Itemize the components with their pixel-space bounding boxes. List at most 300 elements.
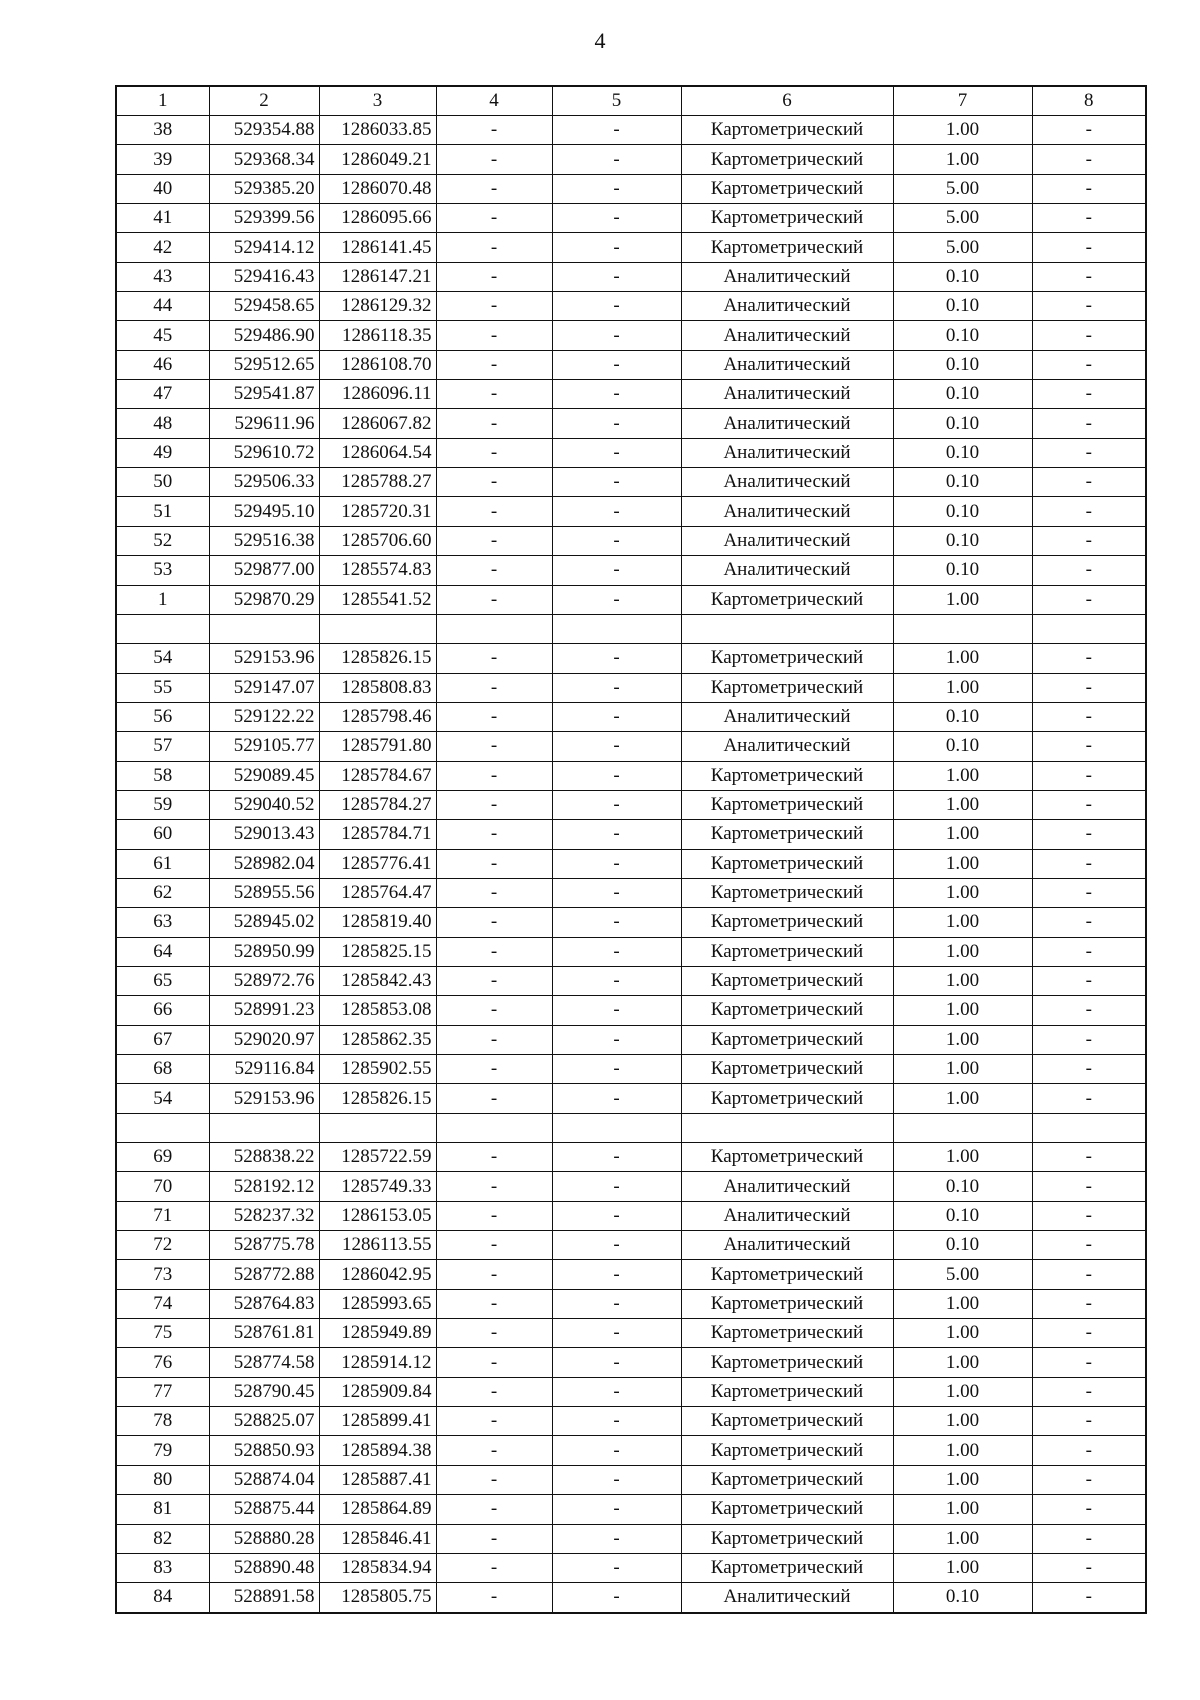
table-row <box>116 262 1146 291</box>
column-5-cell: - <box>552 556 681 585</box>
table-row <box>116 790 1146 819</box>
column-5-cell: - <box>552 438 681 467</box>
y-coordinate-cell: 1285825.15 <box>319 937 436 966</box>
table-row <box>116 849 1146 878</box>
accuracy-cell: 1.00 <box>893 1465 1032 1494</box>
accuracy-cell: 0.10 <box>893 1231 1032 1260</box>
table-row <box>116 1407 1146 1436</box>
column-8-cell: - <box>1032 1436 1146 1465</box>
method-cell: Картометрический <box>681 966 893 995</box>
column-5-cell: - <box>552 732 681 761</box>
column-8-cell: - <box>1032 116 1146 145</box>
y-coordinate-cell: 1285949.89 <box>319 1319 436 1348</box>
point-number-cell: 83 <box>116 1553 209 1582</box>
column-5-cell: - <box>552 1348 681 1377</box>
method-cell: Картометрический <box>681 1377 893 1406</box>
table-row <box>116 1495 1146 1524</box>
column-8-cell: - <box>1032 1583 1146 1613</box>
column-header: 2 <box>209 86 319 116</box>
column-5-cell: - <box>552 966 681 995</box>
column-5-cell: - <box>552 350 681 379</box>
x-coordinate-cell: 528991.23 <box>209 996 319 1025</box>
y-coordinate-cell: 1285764.47 <box>319 878 436 907</box>
column-8-cell: - <box>1032 1143 1146 1172</box>
point-number-cell: 69 <box>116 1143 209 1172</box>
table-row <box>116 644 1146 673</box>
accuracy-cell: 0.10 <box>893 292 1032 321</box>
table-row <box>116 1201 1146 1230</box>
method-cell: Картометрический <box>681 1025 893 1054</box>
column-4-cell: - <box>436 585 552 614</box>
column-4-cell: - <box>436 1583 552 1613</box>
column-header: 3 <box>319 86 436 116</box>
column-8-cell: - <box>1032 1524 1146 1553</box>
point-number-cell: 57 <box>116 732 209 761</box>
point-number-cell <box>116 614 209 643</box>
column-8-cell: - <box>1032 1319 1146 1348</box>
table-row <box>116 908 1146 937</box>
x-coordinate-cell: 529611.96 <box>209 409 319 438</box>
table-row <box>116 732 1146 761</box>
x-coordinate-cell: 529153.96 <box>209 644 319 673</box>
column-4-cell: - <box>436 468 552 497</box>
accuracy-cell: 0.10 <box>893 380 1032 409</box>
table-row <box>116 1143 1146 1172</box>
method-cell: Аналитический <box>681 497 893 526</box>
column-header: 8 <box>1032 86 1146 116</box>
column-8-cell: - <box>1032 1553 1146 1582</box>
point-number-cell: 81 <box>116 1495 209 1524</box>
column-5-cell: - <box>552 497 681 526</box>
accuracy-cell: 1.00 <box>893 1377 1032 1406</box>
x-coordinate-cell: 529870.29 <box>209 585 319 614</box>
table-body <box>116 116 1146 1613</box>
method-cell: Аналитический <box>681 350 893 379</box>
x-coordinate-cell: 528825.07 <box>209 1407 319 1436</box>
x-coordinate-cell: 529122.22 <box>209 702 319 731</box>
method-cell: Картометрический <box>681 996 893 1025</box>
point-number-cell: 75 <box>116 1319 209 1348</box>
column-4-cell: - <box>436 174 552 203</box>
point-number-cell: 76 <box>116 1348 209 1377</box>
point-number-cell: 62 <box>116 878 209 907</box>
column-4-cell: - <box>436 1495 552 1524</box>
column-8-cell: - <box>1032 1231 1146 1260</box>
column-5-cell: - <box>552 937 681 966</box>
y-coordinate-cell: 1285798.46 <box>319 702 436 731</box>
table-row <box>116 820 1146 849</box>
x-coordinate-cell: 528875.44 <box>209 1495 319 1524</box>
method-cell: Картометрический <box>681 937 893 966</box>
y-coordinate-cell: 1285853.08 <box>319 996 436 1025</box>
column-5-cell: - <box>552 673 681 702</box>
y-coordinate-cell: 1285887.41 <box>319 1465 436 1494</box>
method-cell: Картометрический <box>681 1084 893 1113</box>
point-number-cell: 78 <box>116 1407 209 1436</box>
x-coordinate-cell: 528982.04 <box>209 849 319 878</box>
column-4-cell: - <box>436 702 552 731</box>
accuracy-cell: 1.00 <box>893 1319 1032 1348</box>
x-coordinate-cell: 528772.88 <box>209 1260 319 1289</box>
column-4-cell: - <box>436 204 552 233</box>
x-coordinate-cell: 528890.48 <box>209 1553 319 1582</box>
y-coordinate-cell: 1286064.54 <box>319 438 436 467</box>
column-5-cell: - <box>552 996 681 1025</box>
x-coordinate-cell <box>209 614 319 643</box>
method-cell: Аналитический <box>681 1201 893 1230</box>
column-4-cell: - <box>436 673 552 702</box>
x-coordinate-cell: 528775.78 <box>209 1231 319 1260</box>
accuracy-cell <box>893 614 1032 643</box>
method-cell: Аналитический <box>681 526 893 555</box>
accuracy-cell: 5.00 <box>893 1260 1032 1289</box>
table-row <box>116 497 1146 526</box>
point-number-cell: 82 <box>116 1524 209 1553</box>
table-row <box>116 233 1146 262</box>
accuracy-cell: 1.00 <box>893 849 1032 878</box>
table-row <box>116 292 1146 321</box>
column-8-cell: - <box>1032 233 1146 262</box>
method-cell <box>681 1113 893 1142</box>
point-number-cell: 45 <box>116 321 209 350</box>
column-5-cell: - <box>552 321 681 350</box>
x-coordinate-cell: 528880.28 <box>209 1524 319 1553</box>
point-number-cell: 38 <box>116 116 209 145</box>
x-coordinate-cell: 529368.34 <box>209 145 319 174</box>
column-5-cell: - <box>552 174 681 203</box>
column-5-cell: - <box>552 409 681 438</box>
method-cell: Картометрический <box>681 1495 893 1524</box>
column-8-cell: - <box>1032 1260 1146 1289</box>
accuracy-cell: 1.00 <box>893 820 1032 849</box>
accuracy-cell: 1.00 <box>893 1348 1032 1377</box>
point-number-cell: 43 <box>116 262 209 291</box>
column-4-cell: - <box>436 1465 552 1494</box>
x-coordinate-cell: 529020.97 <box>209 1025 319 1054</box>
column-8-cell: - <box>1032 1025 1146 1054</box>
column-8-cell: - <box>1032 820 1146 849</box>
column-4-cell: - <box>436 1260 552 1289</box>
column-8-cell: - <box>1032 732 1146 761</box>
accuracy-cell: 0.10 <box>893 497 1032 526</box>
column-8-cell: - <box>1032 1055 1146 1084</box>
column-8-cell: - <box>1032 204 1146 233</box>
column-5-cell: - <box>552 526 681 555</box>
column-4-cell: - <box>436 761 552 790</box>
column-header: 1 <box>116 86 209 116</box>
accuracy-cell: 1.00 <box>893 937 1032 966</box>
x-coordinate-cell: 529385.20 <box>209 174 319 203</box>
point-number-cell: 42 <box>116 233 209 262</box>
x-coordinate-cell: 529147.07 <box>209 673 319 702</box>
column-4-cell: - <box>436 1319 552 1348</box>
x-coordinate-cell: 529013.43 <box>209 820 319 849</box>
column-4-cell: - <box>436 1524 552 1553</box>
y-coordinate-cell: 1286113.55 <box>319 1231 436 1260</box>
method-cell: Картометрический <box>681 1407 893 1436</box>
column-5-cell: - <box>552 145 681 174</box>
accuracy-cell: 1.00 <box>893 673 1032 702</box>
x-coordinate-cell: 529416.43 <box>209 262 319 291</box>
table-row <box>116 526 1146 555</box>
accuracy-cell: 1.00 <box>893 644 1032 673</box>
accuracy-cell: 1.00 <box>893 761 1032 790</box>
method-cell: Картометрический <box>681 1553 893 1582</box>
point-number-cell: 61 <box>116 849 209 878</box>
column-8-cell: - <box>1032 174 1146 203</box>
column-5-cell: - <box>552 1553 681 1582</box>
x-coordinate-cell: 529512.65 <box>209 350 319 379</box>
column-4-cell: - <box>436 350 552 379</box>
column-8-cell: - <box>1032 438 1146 467</box>
column-5-cell: - <box>552 1495 681 1524</box>
column-4-cell: - <box>436 996 552 1025</box>
column-5-cell: - <box>552 380 681 409</box>
y-coordinate-cell: 1286095.66 <box>319 204 436 233</box>
column-8-cell <box>1032 614 1146 643</box>
y-coordinate-cell: 1285574.83 <box>319 556 436 585</box>
table-row <box>116 1025 1146 1054</box>
accuracy-cell: 1.00 <box>893 145 1032 174</box>
accuracy-cell: 1.00 <box>893 1143 1032 1172</box>
column-8-cell: - <box>1032 1348 1146 1377</box>
column-4-cell: - <box>436 732 552 761</box>
column-4-cell: - <box>436 820 552 849</box>
table-row <box>116 1084 1146 1113</box>
column-5-cell: - <box>552 468 681 497</box>
column-5-cell: - <box>552 1084 681 1113</box>
x-coordinate-cell: 529153.96 <box>209 1084 319 1113</box>
column-4-cell: - <box>436 1172 552 1201</box>
table-row <box>116 1055 1146 1084</box>
column-4-cell: - <box>436 937 552 966</box>
column-8-cell: - <box>1032 468 1146 497</box>
column-4-cell: - <box>436 145 552 174</box>
table-row <box>116 350 1146 379</box>
table-header-row <box>116 86 1146 116</box>
y-coordinate-cell: 1285722.59 <box>319 1143 436 1172</box>
method-cell: Картометрический <box>681 1260 893 1289</box>
table-row <box>116 673 1146 702</box>
accuracy-cell: 1.00 <box>893 1524 1032 1553</box>
x-coordinate-cell: 528192.12 <box>209 1172 319 1201</box>
column-5-cell: - <box>552 1524 681 1553</box>
method-cell: Картометрический <box>681 644 893 673</box>
method-cell: Картометрический <box>681 174 893 203</box>
column-4-cell: - <box>436 262 552 291</box>
y-coordinate-cell: 1285784.67 <box>319 761 436 790</box>
accuracy-cell: 0.10 <box>893 702 1032 731</box>
accuracy-cell: 5.00 <box>893 233 1032 262</box>
point-number-cell: 54 <box>116 644 209 673</box>
point-number-cell: 84 <box>116 1583 209 1613</box>
method-cell: Аналитический <box>681 702 893 731</box>
x-coordinate-cell: 529399.56 <box>209 204 319 233</box>
x-coordinate-cell: 529486.90 <box>209 321 319 350</box>
method-cell: Картометрический <box>681 908 893 937</box>
accuracy-cell: 1.00 <box>893 1084 1032 1113</box>
point-number-cell: 50 <box>116 468 209 497</box>
table-row <box>116 380 1146 409</box>
column-8-cell: - <box>1032 1495 1146 1524</box>
method-cell: Картометрический <box>681 820 893 849</box>
accuracy-cell: 1.00 <box>893 996 1032 1025</box>
column-5-cell: - <box>552 585 681 614</box>
column-5-cell: - <box>552 878 681 907</box>
point-number-cell <box>116 1113 209 1142</box>
y-coordinate-cell: 1286049.21 <box>319 145 436 174</box>
y-coordinate-cell: 1285541.52 <box>319 585 436 614</box>
table-row <box>116 438 1146 467</box>
column-4-cell: - <box>436 1407 552 1436</box>
point-number-cell: 49 <box>116 438 209 467</box>
column-5-cell: - <box>552 233 681 262</box>
table-row <box>116 321 1146 350</box>
accuracy-cell: 1.00 <box>893 1553 1032 1582</box>
column-4-cell: - <box>436 233 552 262</box>
accuracy-cell: 0.10 <box>893 438 1032 467</box>
column-8-cell: - <box>1032 1289 1146 1318</box>
column-8-cell: - <box>1032 849 1146 878</box>
column-5-cell: - <box>552 1377 681 1406</box>
point-number-cell: 48 <box>116 409 209 438</box>
column-8-cell: - <box>1032 908 1146 937</box>
column-8-cell: - <box>1032 321 1146 350</box>
x-coordinate-cell: 529116.84 <box>209 1055 319 1084</box>
point-number-cell: 58 <box>116 761 209 790</box>
coordinates-table <box>115 85 1147 1614</box>
method-cell: Аналитический <box>681 380 893 409</box>
column-5-cell: - <box>552 292 681 321</box>
accuracy-cell: 0.10 <box>893 1583 1032 1613</box>
x-coordinate-cell <box>209 1113 319 1142</box>
column-8-cell: - <box>1032 644 1146 673</box>
x-coordinate-cell: 528972.76 <box>209 966 319 995</box>
y-coordinate-cell: 1285842.43 <box>319 966 436 995</box>
y-coordinate-cell: 1285776.41 <box>319 849 436 878</box>
column-5-cell: - <box>552 702 681 731</box>
y-coordinate-cell: 1285993.65 <box>319 1289 436 1318</box>
y-coordinate-cell: 1286129.32 <box>319 292 436 321</box>
accuracy-cell: 0.10 <box>893 526 1032 555</box>
table-row <box>116 1231 1146 1260</box>
table-row <box>116 585 1146 614</box>
y-coordinate-cell: 1286141.45 <box>319 233 436 262</box>
table-row <box>116 966 1146 995</box>
column-4-cell: - <box>436 1084 552 1113</box>
x-coordinate-cell: 528790.45 <box>209 1377 319 1406</box>
y-coordinate-cell: 1285894.38 <box>319 1436 436 1465</box>
column-4-cell: - <box>436 321 552 350</box>
y-coordinate-cell: 1285791.80 <box>319 732 436 761</box>
column-5-cell: - <box>552 1143 681 1172</box>
column-8-cell <box>1032 1113 1146 1142</box>
column-5-cell: - <box>552 116 681 145</box>
column-4-cell: - <box>436 790 552 819</box>
accuracy-cell: 1.00 <box>893 1289 1032 1318</box>
column-4-cell: - <box>436 438 552 467</box>
x-coordinate-cell: 528237.32 <box>209 1201 319 1230</box>
table-row <box>116 1113 1146 1142</box>
column-8-cell: - <box>1032 1407 1146 1436</box>
y-coordinate-cell: 1285914.12 <box>319 1348 436 1377</box>
point-number-cell: 1 <box>116 585 209 614</box>
accuracy-cell: 0.10 <box>893 556 1032 585</box>
x-coordinate-cell: 529040.52 <box>209 790 319 819</box>
y-coordinate-cell <box>319 614 436 643</box>
x-coordinate-cell: 529458.65 <box>209 292 319 321</box>
y-coordinate-cell: 1285749.33 <box>319 1172 436 1201</box>
method-cell: Картометрический <box>681 585 893 614</box>
accuracy-cell <box>893 1113 1032 1142</box>
table-row <box>116 145 1146 174</box>
table-row <box>116 702 1146 731</box>
column-8-cell: - <box>1032 702 1146 731</box>
y-coordinate-cell: 1285846.41 <box>319 1524 436 1553</box>
column-8-cell: - <box>1032 761 1146 790</box>
accuracy-cell: 1.00 <box>893 1025 1032 1054</box>
column-8-cell: - <box>1032 1084 1146 1113</box>
method-cell: Аналитический <box>681 556 893 585</box>
y-coordinate-cell: 1285720.31 <box>319 497 436 526</box>
table-row <box>116 1436 1146 1465</box>
x-coordinate-cell: 528874.04 <box>209 1465 319 1494</box>
point-number-cell: 68 <box>116 1055 209 1084</box>
point-number-cell: 79 <box>116 1436 209 1465</box>
y-coordinate-cell: 1285784.71 <box>319 820 436 849</box>
column-5-cell: - <box>552 644 681 673</box>
column-8-cell: - <box>1032 292 1146 321</box>
method-cell: Картометрический <box>681 233 893 262</box>
y-coordinate-cell: 1286108.70 <box>319 350 436 379</box>
column-4-cell: - <box>436 1025 552 1054</box>
column-4-cell: - <box>436 878 552 907</box>
accuracy-cell: 1.00 <box>893 1055 1032 1084</box>
column-8-cell: - <box>1032 790 1146 819</box>
method-cell: Аналитический <box>681 321 893 350</box>
x-coordinate-cell: 528774.58 <box>209 1348 319 1377</box>
y-coordinate-cell <box>319 1113 436 1142</box>
column-4-cell: - <box>436 556 552 585</box>
y-coordinate-cell: 1285819.40 <box>319 908 436 937</box>
x-coordinate-cell: 529354.88 <box>209 116 319 145</box>
table-row <box>116 1465 1146 1494</box>
point-number-cell: 53 <box>116 556 209 585</box>
method-cell: Картометрический <box>681 1348 893 1377</box>
table-row <box>116 996 1146 1025</box>
column-5-cell: - <box>552 1201 681 1230</box>
x-coordinate-cell: 529541.87 <box>209 380 319 409</box>
column-4-cell: - <box>436 1436 552 1465</box>
method-cell: Аналитический <box>681 732 893 761</box>
column-4-cell: - <box>436 292 552 321</box>
table-row <box>116 1583 1146 1613</box>
y-coordinate-cell: 1285826.15 <box>319 644 436 673</box>
column-header: 4 <box>436 86 552 116</box>
column-8-cell: - <box>1032 673 1146 702</box>
page-number: 4 <box>594 28 606 53</box>
point-number-cell: 40 <box>116 174 209 203</box>
column-5-cell: - <box>552 761 681 790</box>
y-coordinate-cell: 1286070.48 <box>319 174 436 203</box>
y-coordinate-cell: 1285862.35 <box>319 1025 436 1054</box>
column-5-cell: - <box>552 204 681 233</box>
column-4-cell: - <box>436 1055 552 1084</box>
method-cell <box>681 614 893 643</box>
column-8-cell: - <box>1032 878 1146 907</box>
accuracy-cell: 1.00 <box>893 116 1032 145</box>
column-5-cell <box>552 614 681 643</box>
